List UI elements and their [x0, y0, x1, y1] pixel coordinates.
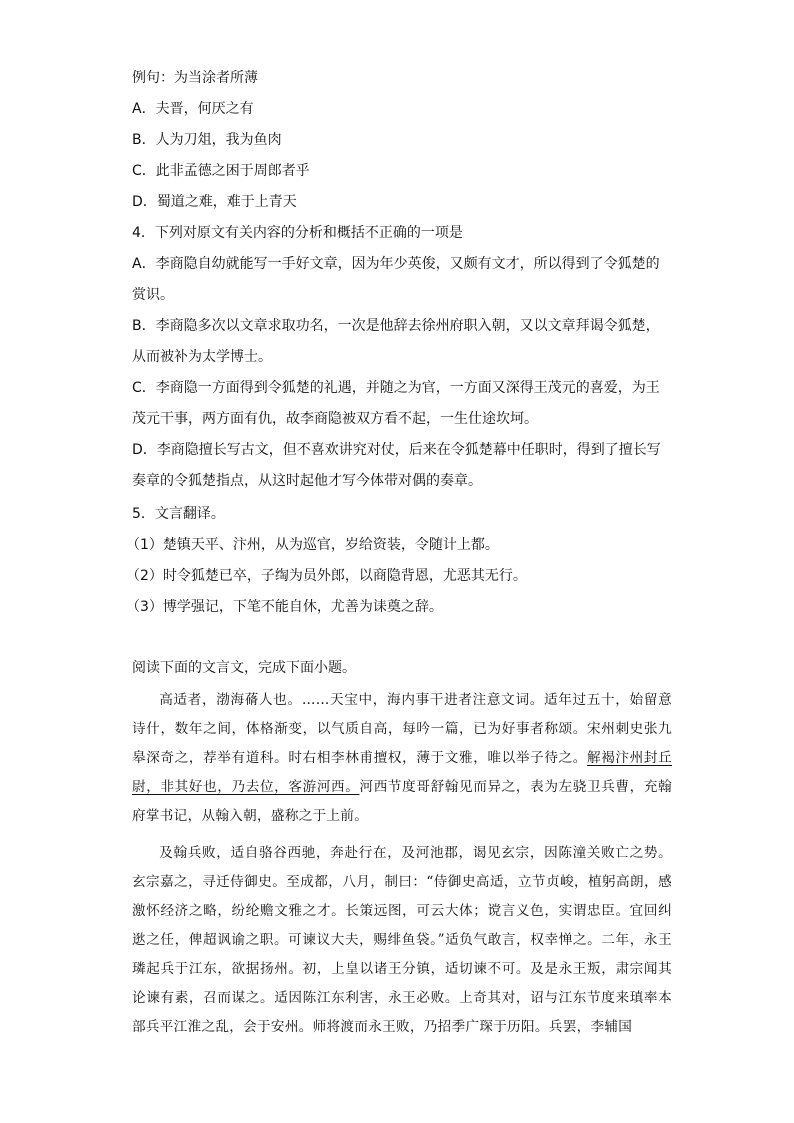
- q3-option-c: C．此非孟德之困于周郎者乎: [132, 163, 310, 179]
- q5-item-1: （1）楚镇天平、汴州，从为巡官，岁给资装，令随计上都。: [126, 537, 499, 553]
- q5-stem: 5．文言翻译。: [132, 506, 225, 522]
- q4-stem: 4．下列对原文有关内容的分析和概括不正确的一项是: [132, 225, 463, 241]
- q4-option-c-line2: 茂元干事，两方面有仇，故李商隐被双方看不起，一生仕途坎坷。: [132, 411, 538, 427]
- q3-option-a: A．夫晋，何厌之有: [132, 101, 254, 117]
- passage-paragraph-2: 及翰兵败，适自骆谷西驰，奔赴行在，及河池郡，谒见玄宗，因陈潼关败亡之势。玄宗嘉之，寻迁侍御史。至成都，八月，制曰：“侍御史高适，立节贞峻，植躬高朗，感激怀经济之略，纷纶赡文雅之才。长策远图，可云大体；谠言义色，实谓忠臣。宜回纠逖之任，俾超讽谕之职。可谏议大夫，赐绯鱼袋。”适负气敢言，权幸惮之。二年，永王璘起兵于江东，欲据扬州。初，上皇以诸王分镇，适切谏不可。及是永王叛，肃宗闻其论谏有素，召而谋之。适因陈江东利害，永王必败。上奇其对，诏与江东节度来瑱率本部兵平江淮之乱，会于安州。师将渡而永王败，乃招季广琛于历阳。兵罢，李辅国: [132, 845, 672, 1035]
- q5-item-2: （2）时令狐楚已卒，子绹为员外郎，以商隐背恩，尤恶其无行。: [126, 568, 527, 584]
- q3-option-b: B．人为刀俎，我为鱼肉: [132, 132, 282, 148]
- q4-option-b-line2: 从而被补为太学博士。: [132, 349, 272, 365]
- q4-option-a-line1: A．李商隐自幼就能写一手好文章，因为年少英俊，又颇有文才，所以得到了令狐楚的: [132, 256, 660, 272]
- classical-passage: [132, 686, 672, 1042]
- underlined-sentence: 解褐汴州封丘尉，非其好也，乃去位，客游河西。: [132, 750, 672, 795]
- q4-option-c-line1: C．李商隐一方面得到令狐楚的礼遇，并随之为官，一方面又深得王茂元的喜爱，为王: [132, 380, 660, 396]
- passage-text: 高适者，渤海蓨人也。……天宝中，海内事干进者注意文词。适年过五十，始留意诗什，数年之间，体格渐变，以气质自高，每吟一篇，已为好事者称颂。宋州刺史张九皋深奇之，荐举有道科。时右相李林甫擅权，薄于文雅，唯以举子待之。: [132, 692, 672, 766]
- passage-paragraph-1: [132, 686, 672, 831]
- q4-option-d-line2: 奏章的令狐楚指点，从这时起他才写今体带对偶的奏章。: [132, 473, 482, 489]
- passage-text: 河西节度哥舒翰见而异之，表为左骁卫兵曹，充翰府掌书记，从翰入朝，盛称之于上前。: [132, 779, 672, 824]
- q4-option-a-line2: 赏识。: [132, 287, 174, 303]
- reading-instruction: 阅读下面的文言文，完成下面小题。: [132, 660, 356, 676]
- q4-option-d-line1: D．李商隐擅长写古文，但不喜欢讲究对仗，后来在令狐楚幕中任职时，得到了擅长写: [132, 442, 661, 458]
- q4-option-b-line1: B．李商隐多次以文章求取功名，一次是他辞去徐州府职入朝，又以文章拜谒令狐楚，: [132, 318, 660, 334]
- q3-option-d: D．蜀道之难，难于上青天: [132, 194, 297, 210]
- example-sentence: 例句：为当涂者所薄: [132, 70, 258, 86]
- q5-item-3: （3）博学强记，下笔不能自休，尤善为诔奠之辞。: [126, 599, 443, 615]
